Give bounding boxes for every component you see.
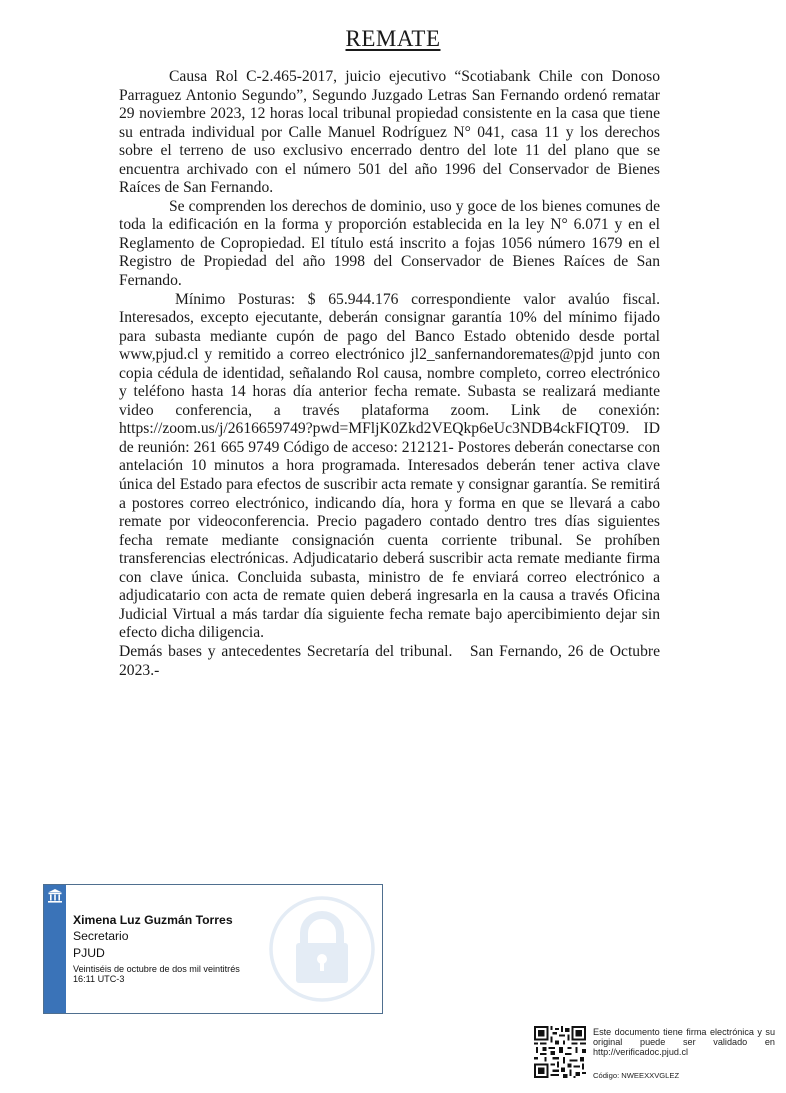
signature-date: Veintiséis de octubre de dos mil veintitrés: [73, 964, 240, 974]
document-title: REMATE: [345, 26, 441, 51]
signer-name: Ximena Luz Guzmán Torres: [73, 913, 233, 927]
signer-organization: PJUD: [73, 946, 105, 960]
verification-footer: [534, 1026, 784, 1084]
signer-role: Secretario: [73, 929, 129, 943]
verification-code: Código: NWEEXXVGLEZ: [593, 1071, 680, 1080]
paragraph-conditions: Mínimo Posturas: $ 65.944.176 correspondiente valor avalúo fiscal. Interesados, excepto ejecutante, deberán consignar garantía 10% del mínimo fijado para subasta mediante cupón de pago del Banco Estado obtenido desde portal www,pjud.cl y remitido a correo electrónico jl2_sanfernandoremates@pjd junto con copia cédula de identidad, señalando Rol causa, nombre completo, correo electrónico y teléfono hasta 14 horas día anterior fecha remate. Subasta se realizará mediante video conferencia, a través plataforma zoom. Link de conexión: https://zoom.us/j/2616659749?pwd=MFljK0Zkd2VEQkp6eUc3NDB4ckFIQT09. ID de reunión: 261 665 9749 Código de acceso: 212121- Postores deberán conectarse con antelación 10 minutos a hora programada. Interesados deberán tener activa clave única del Estado para efectos de suscribir acta remate y consignar garantía. Se remitirá a postores correo electrónico, indicando día, hora y forma en que se llevará a cabo remate por videoconferencia. Precio pagadero contado dentro tres días siguientes fecha remate mediante consignación cuenta corriente tribunal. Se prohíben transferencias electrónicas. Adjudicatario deberá suscribir acta remate mediante firma con clave única. Concluida subasta, ministro de fe enviará correo electrónico a adjudicatario con acta de remate quien deberá ingresarla en la causa a través Oficina Judicial Virtual a más tardar día siguiente fecha remate bajo apercibimiento dejar sin efecto dicha diligencia.: [119, 290, 660, 642]
document-body: [119, 68, 664, 680]
paragraph-rights: Se comprenden los derechos de dominio, uso y goce de los bienes comunes de toda la edificación en la forma y proporción establecida en la ley N° 6.071 y en el Reglamento de Copropiedad. El título está inscrito a fojas 1056 número 1679 en el Registro de Propiedad del año 1998 del Conservador de Bienes Raíces de San Fernando.: [119, 197, 660, 290]
verification-text: Este documento tiene firma electrónica y su original puede ser validado en http://verificadoc.pjud.cl: [593, 1027, 775, 1057]
lock-icon: [266, 893, 378, 1005]
signature-time: 16:11 UTC-3: [73, 974, 125, 984]
qr-code-icon[interactable]: [534, 1026, 586, 1078]
signature-side-bar: [44, 885, 66, 1013]
paragraph-case: Causa Rol C-2.465-2017, juicio ejecutivo “Scotiabank Chile con Donoso Parraguez Antonio Segundo”, Segundo Juzgado Letras San Fernando ordenó rematar 29 noviembre 2023, 12 horas local tribunal propiedad consistente en la casa que tiene su entrada individual por Calle Manuel Rodríguez N° 041, casa 11 y los derechos sobre el terreno de uso exclusivo encerrado dentro del lote 11 del plano que se encuentra archivado con el número 501 del año 1996 del Conservador de Bienes Raíces de San Fernando.: [119, 68, 660, 197]
paragraph-closing: Demás bases y antecedentes Secretaría del tribunal. San Fernando, 26 de Octubre 2023.-: [119, 642, 664, 679]
signature-details: [73, 913, 240, 984]
electronic-signature-box: [43, 884, 383, 1014]
bank-icon: [47, 888, 63, 904]
